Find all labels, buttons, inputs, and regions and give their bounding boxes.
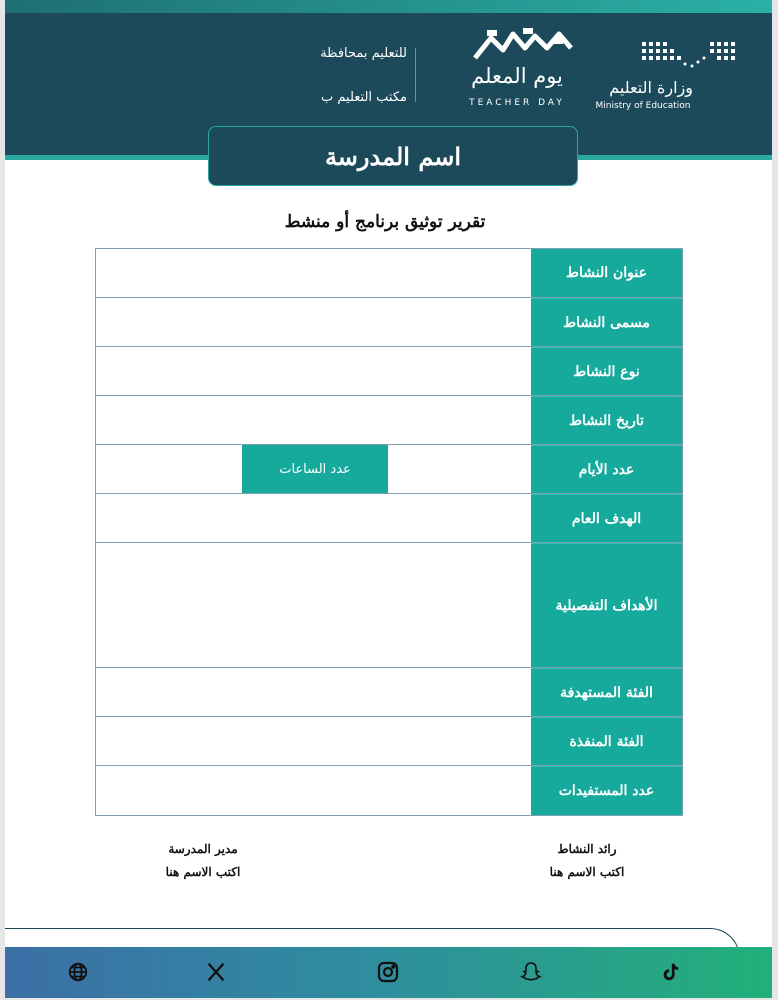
- form-row: [96, 494, 682, 543]
- activity-name-field[interactable]: [96, 298, 531, 346]
- document-page: [5, 0, 772, 998]
- ministry-name-en: Ministry of Education: [595, 101, 691, 111]
- education-department: للتعليم بمحافظة: [320, 46, 407, 61]
- top-accent-line: [5, 0, 772, 13]
- field-label: الأهداف التفصيلية: [531, 543, 682, 667]
- field-label: عنوان النشاط: [531, 249, 682, 297]
- form-row: [96, 249, 682, 298]
- header-divider: [415, 48, 416, 102]
- school-name-box: اسم المدرسة: [208, 126, 578, 186]
- form-row: [96, 543, 682, 668]
- x-icon[interactable]: [203, 959, 229, 985]
- education-office: مكتب التعليم ب: [321, 90, 407, 105]
- target-group-field[interactable]: [96, 668, 531, 716]
- field-label: عدد المستفيدات: [531, 766, 682, 815]
- ministry-logo-icon: [640, 40, 740, 74]
- activity-title-field[interactable]: [96, 249, 531, 297]
- executing-group-field[interactable]: [96, 717, 531, 765]
- form-row: [96, 766, 682, 815]
- form-row: [96, 717, 682, 766]
- field-label: الفئة المستهدفة: [531, 668, 682, 716]
- general-goal-field[interactable]: [96, 494, 531, 542]
- signature-name[interactable]: اكتب الاسم هنا: [165, 865, 241, 879]
- detailed-goals-field[interactable]: [96, 543, 531, 667]
- principal-signature: [133, 842, 273, 879]
- beneficiaries-count-field[interactable]: [96, 766, 531, 815]
- hours-count-label: عدد الساعات: [242, 445, 388, 493]
- form-row: [96, 347, 682, 396]
- activity-date-field[interactable]: [96, 396, 531, 444]
- teacher-day-ar: يوم المعلم: [471, 64, 563, 88]
- ministry-name-ar: وزارة التعليم: [609, 78, 693, 97]
- field-label: الفئة المنفذة: [531, 717, 682, 765]
- report-form: [95, 248, 683, 816]
- teacher-day-logo-icon: [467, 24, 577, 64]
- field-label: عدد الأيام: [531, 445, 682, 493]
- footer-bar: [5, 947, 772, 998]
- form-row: [96, 668, 682, 717]
- tiktok-icon[interactable]: [657, 959, 683, 985]
- signature-name[interactable]: اكتب الاسم هنا: [549, 865, 625, 879]
- form-row: [96, 396, 682, 445]
- days-count-field[interactable]: [96, 445, 531, 493]
- signature-role: مدير المدرسة: [168, 842, 238, 856]
- field-label: تاريخ النشاط: [531, 396, 682, 444]
- field-label: مسمى النشاط: [531, 298, 682, 346]
- form-row: [96, 445, 682, 494]
- snapchat-icon[interactable]: [518, 959, 544, 985]
- report-title: تقرير توثيق برنامج أو منشط: [284, 212, 486, 232]
- signature-role: رائد النشاط: [557, 842, 617, 856]
- teacher-day-en: TEACHER DAY: [469, 98, 565, 108]
- activity-leader-signature: [517, 842, 657, 879]
- globe-icon[interactable]: [65, 959, 91, 985]
- activity-type-field[interactable]: [96, 347, 531, 395]
- instagram-icon[interactable]: [375, 959, 401, 985]
- field-label: نوع النشاط: [531, 347, 682, 395]
- form-row: [96, 298, 682, 347]
- field-label: الهدف العام: [531, 494, 682, 542]
